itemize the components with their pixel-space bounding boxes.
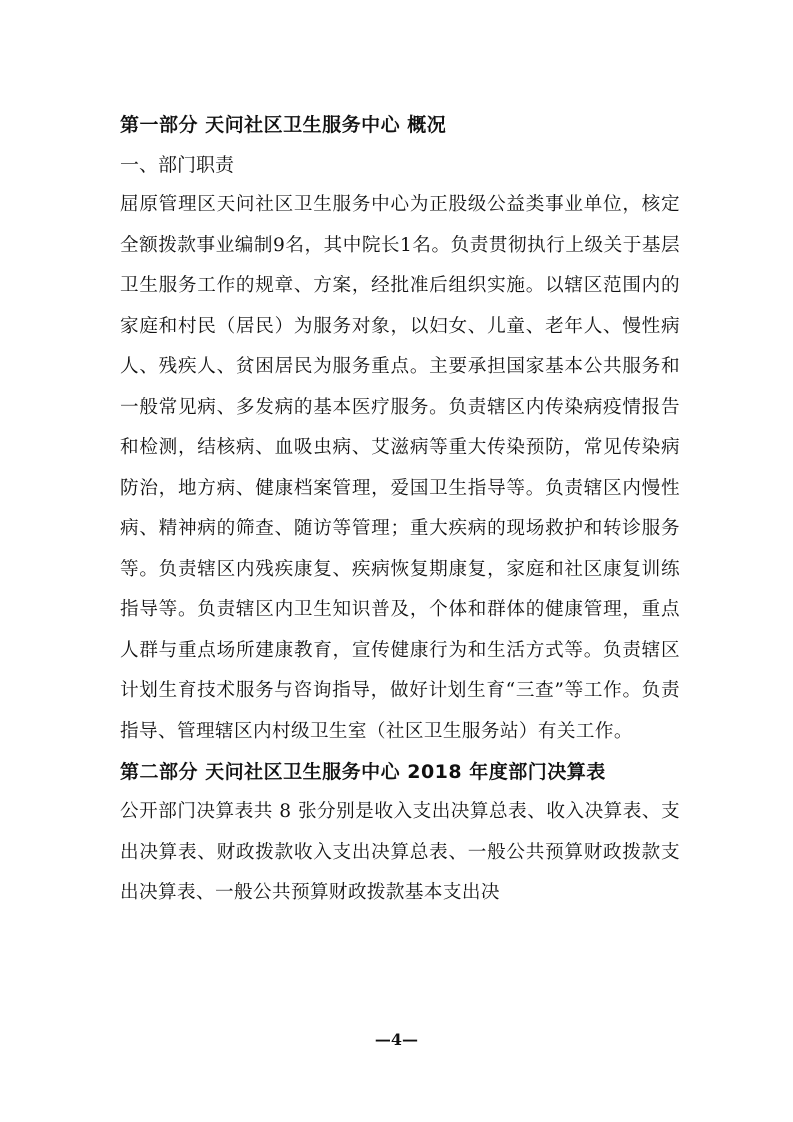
section1-title: 第一部分 天问社区卫生服务中心 概况 <box>120 114 447 136</box>
section2-title: 第二部分 天问社区卫生服务中心 2018 年度部门决算表 <box>120 761 606 783</box>
document-content <box>120 105 680 914</box>
page-number: —4— <box>374 1030 419 1049</box>
section1-body: 屈原管理区天问社区卫生服务中心为正股级公益类事业单位，核定全额拨款事业编制9名，其中院长1名。负责贯彻执行上级关于基层卫生服务工作的规章、方案，经批准后组织实施。以辖区范围内的家庭和村民（居民）为服务对象，以妇女、儿童、老年人、慢性病人、残疾人、贫困居民为服务重点。主要承担国家基本公共服务和一般常见病、多发病的基本医疗服务。负责辖区内传染病疫情报告和检测，结核病、血吸虫病、艾滋病等重大传染预防，常见传染病防治，地方病、健康档案管理，爱国卫生指导等。负责辖区内慢性病、精神病的筛查、随访等管理；重大疾病的现场救护和转诊服务等。负责辖区内残疾康复、疾病恢复期康复，家庭和社区康复训练指导等。负责辖区内卫生知识普及，个体和群体的健康管理，重点人群与重点场所建康教育，宣传健康行为和生活方式等。负责辖区计划生育技术服务与咨询指导，做好计划生育“三查”等工作。负责指导、管理辖区内村级卫生室（社区卫生服务站）有关工作。 <box>120 194 680 742</box>
section2-body: 公开部门决算表共 8 张分别是收入支出决算总表、收入决算表、支出决算表、财政拨款收入支出决算总表、一般公共预算财政拨款支出决算表、一般公共预算财政拨款基本支出决 <box>120 801 680 903</box>
section1-subheading: 一、部门职责 <box>120 154 235 176</box>
